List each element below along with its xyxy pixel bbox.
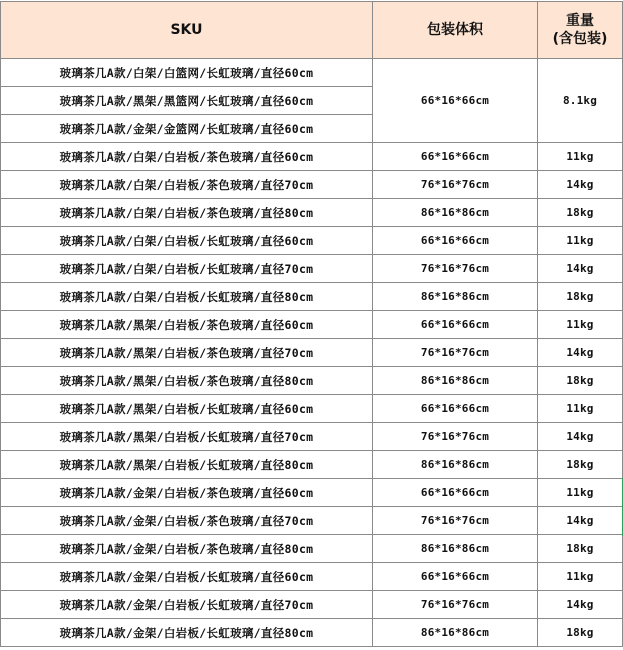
volume-cell[interactable]: 86*16*86cm <box>373 367 538 395</box>
volume-cell[interactable]: 66*16*66cm <box>373 143 538 171</box>
sku-cell[interactable]: 玻璃茶几A款/白架/白岩板/长虹玻璃/直径80cm <box>1 283 373 311</box>
volume-cell[interactable]: 66*16*66cm <box>373 563 538 591</box>
table-row <box>1 479 623 507</box>
sku-cell[interactable]: 玻璃茶几A款/白架/白岩板/茶色玻璃/直径80cm <box>1 199 373 227</box>
sku-cell[interactable]: 玻璃茶几A款/黑架/白岩板/茶色玻璃/直径80cm <box>1 367 373 395</box>
volume-cell[interactable]: 86*16*86cm <box>373 199 538 227</box>
sku-cell[interactable]: 玻璃茶几A款/金架/白岩板/茶色玻璃/直径80cm <box>1 535 373 563</box>
sku-cell[interactable]: 玻璃茶几A款/白架/白岩板/茶色玻璃/直径70cm <box>1 171 373 199</box>
table-row <box>1 367 623 395</box>
weight-cell[interactable]: 14kg <box>538 423 623 451</box>
volume-cell[interactable]: 86*16*86cm <box>373 619 538 647</box>
table-row <box>1 619 623 647</box>
weight-cell[interactable]: 18kg <box>538 451 623 479</box>
volume-cell[interactable]: 86*16*86cm <box>373 535 538 563</box>
header-row <box>1 2 623 59</box>
volume-cell[interactable]: 86*16*86cm <box>373 283 538 311</box>
sku-cell[interactable]: 玻璃茶几A款/白架/白岩板/茶色玻璃/直径60cm <box>1 143 373 171</box>
table-row <box>1 451 623 479</box>
table-row <box>1 311 623 339</box>
sku-cell[interactable]: 玻璃茶几A款/黑架/白岩板/茶色玻璃/直径70cm <box>1 339 373 367</box>
sku-cell[interactable]: 玻璃茶几A款/白架/白岩板/长虹玻璃/直径70cm <box>1 255 373 283</box>
table-row <box>1 283 623 311</box>
header-weight-line2: (含包装) <box>552 31 608 47</box>
sku-cell[interactable]: 玻璃茶几A款/金架/白岩板/长虹玻璃/直径70cm <box>1 591 373 619</box>
volume-cell[interactable]: 76*16*76cm <box>373 423 538 451</box>
weight-cell[interactable]: 14kg <box>538 171 623 199</box>
weight-cell[interactable]: 18kg <box>538 199 623 227</box>
table-row <box>1 171 623 199</box>
weight-cell[interactable]: 18kg <box>538 367 623 395</box>
sku-cell[interactable]: 玻璃茶几A款/金架/白岩板/长虹玻璃/直径80cm <box>1 619 373 647</box>
table-row <box>1 423 623 451</box>
weight-cell[interactable]: 18kg <box>538 619 623 647</box>
table-row <box>1 199 623 227</box>
sku-spec-table <box>0 1 623 647</box>
volume-cell[interactable]: 76*16*76cm <box>373 591 538 619</box>
volume-cell[interactable]: 76*16*76cm <box>373 171 538 199</box>
volume-cell[interactable]: 66*16*66cm <box>373 479 538 507</box>
table-row <box>1 59 623 87</box>
volume-cell[interactable]: 66*16*66cm <box>373 395 538 423</box>
sku-cell[interactable]: 玻璃茶几A款/白架/白篮网/长虹玻璃/直径60cm <box>1 59 373 87</box>
sku-cell[interactable]: 玻璃茶几A款/黑架/白岩板/茶色玻璃/直径60cm <box>1 311 373 339</box>
weight-cell[interactable]: 18kg <box>538 535 623 563</box>
header-sku[interactable]: SKU <box>1 2 373 59</box>
header-weight[interactable] <box>538 2 623 59</box>
table-row <box>1 255 623 283</box>
weight-cell-merged[interactable]: 8.1kg <box>538 59 623 143</box>
table-row <box>1 563 623 591</box>
sku-cell[interactable]: 玻璃茶几A款/黑架/白岩板/长虹玻璃/直径80cm <box>1 451 373 479</box>
table-row <box>1 535 623 563</box>
sku-cell[interactable]: 玻璃茶几A款/金架/白岩板/茶色玻璃/直径60cm <box>1 479 373 507</box>
weight-cell[interactable]: 14kg <box>538 339 623 367</box>
weight-cell[interactable]: 11kg <box>538 311 623 339</box>
sku-cell[interactable]: 玻璃茶几A款/黑架/白岩板/长虹玻璃/直径60cm <box>1 395 373 423</box>
header-weight-line1: 重量 <box>566 13 594 29</box>
sku-cell[interactable]: 玻璃茶几A款/白架/白岩板/长虹玻璃/直径60cm <box>1 227 373 255</box>
sku-cell[interactable]: 玻璃茶几A款/金架/白岩板/茶色玻璃/直径70cm <box>1 507 373 535</box>
volume-cell[interactable]: 66*16*66cm <box>373 227 538 255</box>
sku-cell[interactable]: 玻璃茶几A款/金架/金篮网/长虹玻璃/直径60cm <box>1 115 373 143</box>
weight-cell[interactable]: 14kg <box>538 255 623 283</box>
table-row <box>1 143 623 171</box>
sku-cell[interactable]: 玻璃茶几A款/金架/白岩板/长虹玻璃/直径60cm <box>1 563 373 591</box>
weight-cell[interactable]: 14kg <box>538 591 623 619</box>
volume-cell[interactable]: 76*16*76cm <box>373 507 538 535</box>
table-row <box>1 339 623 367</box>
table-row <box>1 227 623 255</box>
volume-cell[interactable]: 76*16*76cm <box>373 255 538 283</box>
weight-cell[interactable]: 11kg <box>538 227 623 255</box>
weight-cell[interactable]: 11kg <box>538 479 623 507</box>
volume-cell[interactable]: 66*16*66cm <box>373 311 538 339</box>
volume-cell[interactable]: 76*16*76cm <box>373 339 538 367</box>
volume-cell[interactable]: 86*16*86cm <box>373 451 538 479</box>
sku-cell[interactable]: 玻璃茶几A款/黑架/黑篮网/长虹玻璃/直径60cm <box>1 87 373 115</box>
header-package-volume[interactable]: 包装体积 <box>373 2 538 59</box>
sku-cell[interactable]: 玻璃茶几A款/黑架/白岩板/长虹玻璃/直径70cm <box>1 423 373 451</box>
table-row <box>1 395 623 423</box>
weight-cell[interactable]: 18kg <box>538 283 623 311</box>
weight-cell[interactable]: 11kg <box>538 143 623 171</box>
table-row <box>1 591 623 619</box>
weight-cell[interactable]: 14kg <box>538 507 623 535</box>
table-row <box>1 507 623 535</box>
weight-cell[interactable]: 11kg <box>538 563 623 591</box>
volume-cell-merged[interactable]: 66*16*66cm <box>373 59 538 143</box>
weight-cell[interactable]: 11kg <box>538 395 623 423</box>
